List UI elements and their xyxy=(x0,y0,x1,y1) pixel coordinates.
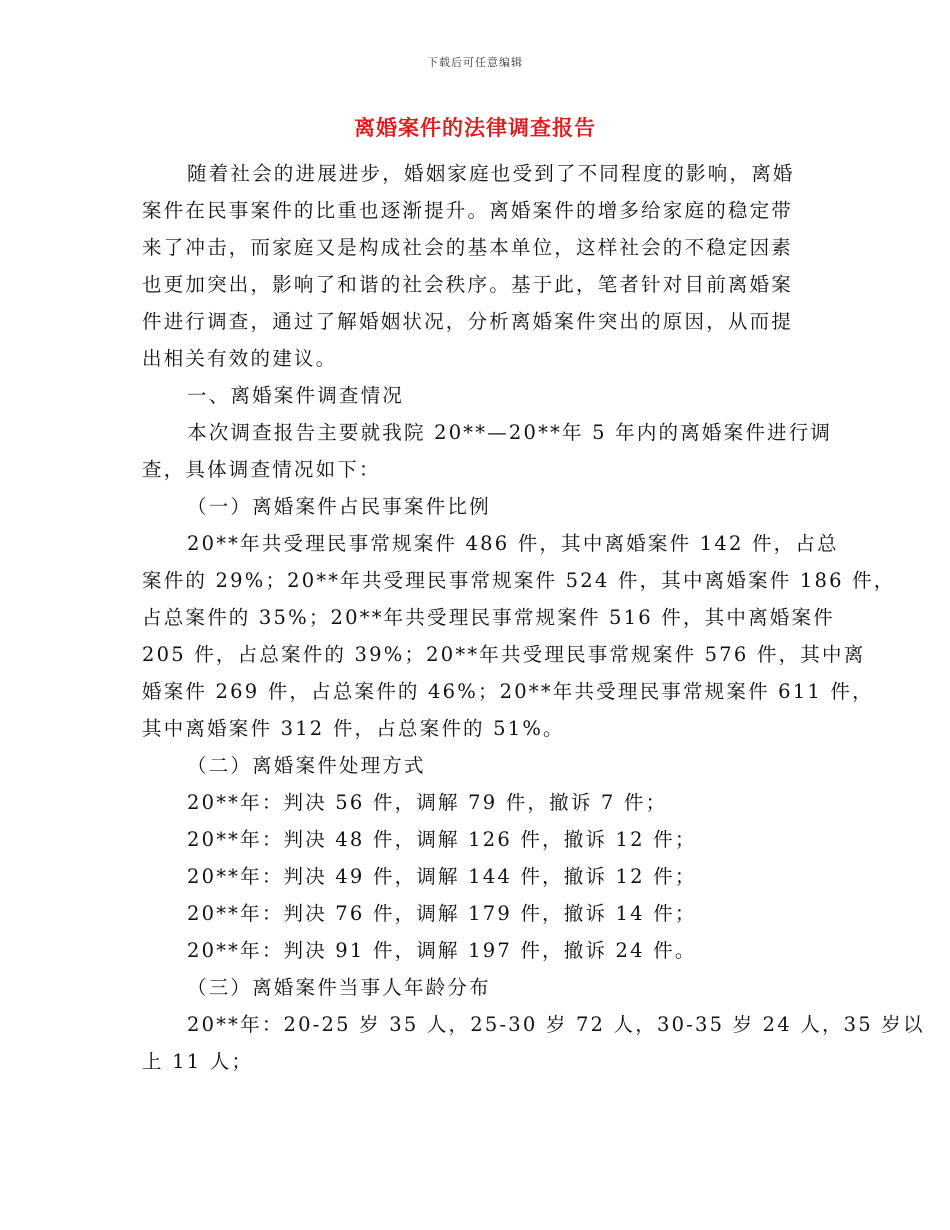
text-line: 20**年：判决 48 件，调解 126 件，撤诉 12 件； xyxy=(187,828,697,851)
text-line: 案件的 29%；20**年共受理民事常规案件 524 件，其中离婚案件 186 件， xyxy=(142,569,896,592)
text-line: （一）离婚案件占民事案件比例 xyxy=(187,495,491,518)
text-line: 20**年：判决 56 件，调解 79 件，撤诉 7 件； xyxy=(187,791,668,814)
document-title: 离婚案件的法律调查报告 xyxy=(354,115,596,140)
text-line: 件进行调查，通过了解婚姻状况，分析离婚案件突出的原因，从而提 xyxy=(142,310,794,333)
text-line: 本次调查报告主要就我院 20**—20**年 5 年内的离婚案件进行调 xyxy=(187,421,833,444)
text-line: 也更加突出，影响了和谐的社会秩序。基于此，笔者针对目前离婚案 xyxy=(142,273,794,296)
text-line: 20**年：判决 91 件，调解 197 件，撤诉 24 件。 xyxy=(187,939,697,962)
text-line: 上 11 人； xyxy=(142,1050,254,1073)
text-line: 20**年：判决 49 件，调解 144 件，撤诉 12 件； xyxy=(187,865,697,888)
text-line: 案件在民事案件的比重也逐渐提升。离婚案件的增多给家庭的稳定带 xyxy=(142,199,794,222)
text-line: 随着社会的进展进步，婚姻家庭也受到了不同程度的影响，离婚 xyxy=(187,162,795,185)
text-line: 20**年：判决 76 件，调解 179 件，撤诉 14 件； xyxy=(187,902,697,925)
text-line: 占总案件的 35%；20**年共受理民事常规案件 516 件，其中离婚案件 xyxy=(142,606,835,629)
text-line: 其中离婚案件 312 件，占总案件的 51%。 xyxy=(142,717,565,740)
text-line: 205 件，占总案件的 39%；20**年共受理民事常规案件 576 件，其中离 xyxy=(142,643,866,666)
text-line: 来了冲击，而家庭又是构成社会的基本单位，这样社会的不稳定因素 xyxy=(142,236,794,259)
text-line: （二）离婚案件处理方式 xyxy=(187,754,426,777)
text-line: 婚案件 269 件，占总案件的 46%；20**年共受理民事常规案件 611 件， xyxy=(142,680,874,703)
text-line: （三）离婚案件当事人年龄分布 xyxy=(187,976,491,999)
text-line: 出相关有效的建议。 xyxy=(142,347,338,370)
text-line: 查，具体调查情况如下： xyxy=(142,458,381,481)
header-note: 下载后可任意编辑 xyxy=(427,56,523,69)
text-line: 一、离婚案件调查情况 xyxy=(187,384,405,407)
text-line: 20**年共受理民事常规案件 486 件，其中离婚案件 142 件，占总 xyxy=(187,532,839,555)
document-body xyxy=(142,155,925,1080)
text-line: 20**年：20-25 岁 35 人，25-30 岁 72 人，30-35 岁 24 人，35 岁以 xyxy=(187,1013,925,1036)
